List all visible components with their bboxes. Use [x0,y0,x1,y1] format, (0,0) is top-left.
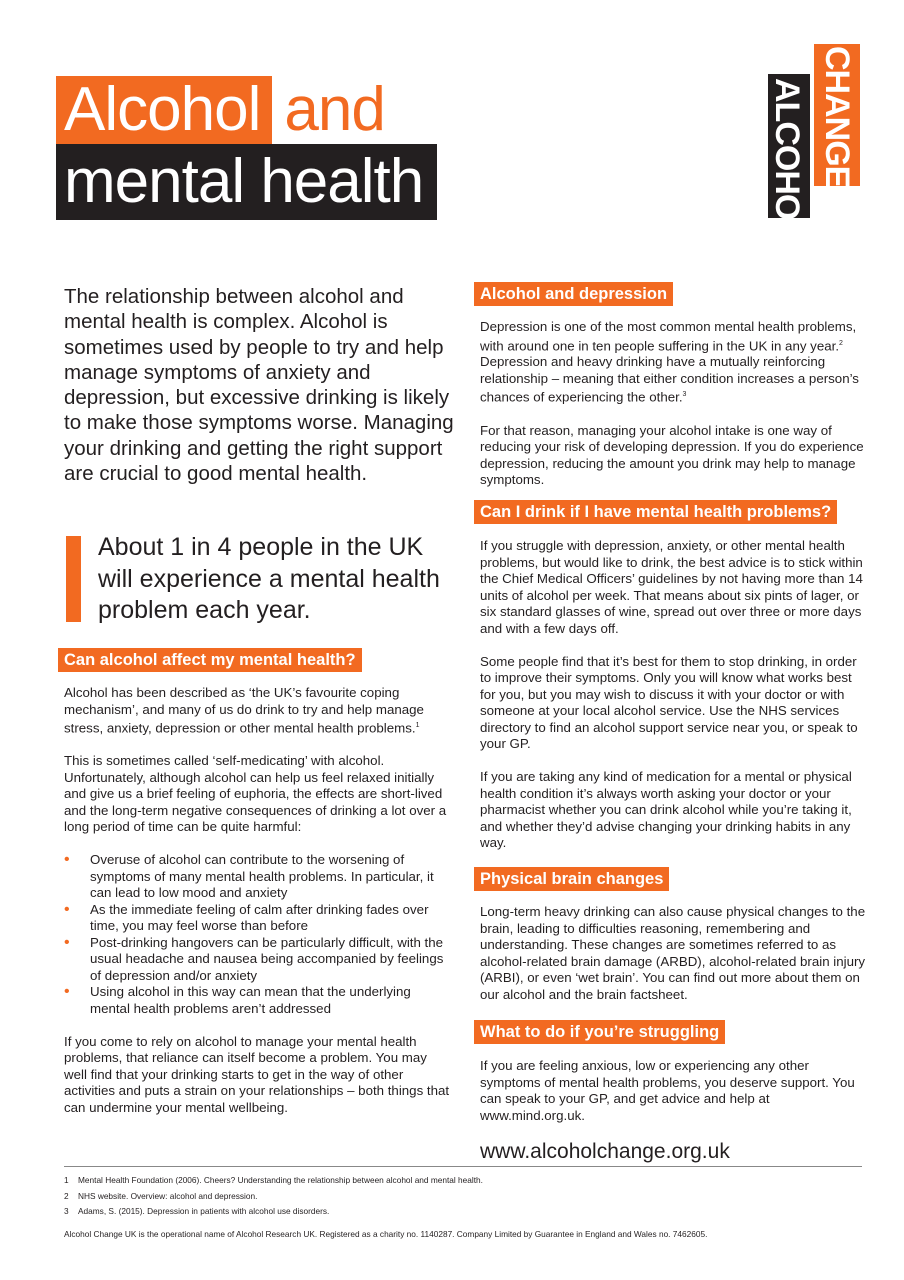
intro-column [64,284,456,486]
section-heading-physical-brain-changes: Physical brain changes [474,867,669,891]
footnote-number: 3 [64,1206,69,1216]
depression-paragraph-1 [480,319,866,406]
section-heading-can-alcohol-affect: Can alcohol affect my mental health? [58,648,362,672]
section-heading-what-to-do: What to do if you’re struggling [474,1020,725,1044]
footnote [64,1204,864,1220]
list-item: • Using alcohol in this way can mean that the underlying mental health problems aren’t addressed [64,984,450,1017]
depression-p1-text-b: Depression and heavy drinking have a mutually reinforcing relationship – meaning that either condition increases a person’s chances of experiencing the other. [480,354,859,405]
footnote-text: Mental Health Foundation (2006). Cheers? Understanding the relationship between alcohol and mental health. [78,1175,483,1185]
footnote-divider [64,1166,862,1167]
drink-paragraph-3: If you are taking any kind of medication for a mental or physical health condition it’s always worth asking your doctor or your pharmacist whether you can drink alcohol while you’re taking it, and whether they’d advise changing your drinking habits in any way. [480,769,852,850]
brain-section-body [474,904,866,1003]
footnote [64,1173,864,1189]
left-paragraph-1-text: Alcohol has been described as ‘the UK’s favourite coping mechanism’, and many of us do drink to try and help manage stress, anxiety, depression or other mental health problems. [64,685,424,736]
drink-section-body [474,538,866,852]
left-paragraph-3: If you come to rely on alcohol to manage your mental health problems, that reliance can itself become a problem. You may well find that your drinking starts to get in the way of other activities and puts a strain on your relationships – both things that can undermine your mental wellbeing. [64,1033,450,1115]
quote-bar [66,536,81,622]
intro-paragraph: The relationship between alcohol and mental health is complex. Alcohol is sometimes used by people to try and help manage symptoms of anxiety and depression, but excessive drinking is likely to make those symptoms worse. Managing your drinking and getting the right support are crucial to good mental health. [64,285,454,486]
footnote-number: 1 [64,1175,69,1185]
pull-quote [64,532,456,624]
depression-section-body [474,319,866,489]
left-paragraph-1 [64,685,450,737]
struggling-section-body [474,1058,866,1124]
left-section [58,648,450,1133]
footnote-text: NHS website. Overview: alcohol and depression. [78,1190,258,1201]
drink-paragraph-1: If you struggle with depression, anxiety, or other mental health problems, but would like to drink, the best advice is to stick within the Chief Medical Officers’ guidelines by not having more than 14 units of alcohol per week. That means about six pints of lager, or six standard glasses of wine, spread out over three or more days and with a few days off. [480,538,863,636]
footnote [64,1189,864,1205]
drink-paragraph-2: Some people find that it’s best for them to stop drinking, in order to improve their symptoms. Only you will know what works best for you, but you may wish to discuss it with your doctor or with someone at your local alcohol service. Use the NHS services directory to find an alcohol support service near you, or speak to your GP. [480,653,858,751]
logo-word-alcohol: ALCOHOL [768,78,806,240]
list-item: • Overuse of alcohol can contribute to the worsening of symptoms of many mental health problems. In particular, it can lead to low mood and anxiety [64,852,450,902]
brain-paragraph-1: Long-term heavy drinking can also cause physical changes to the brain, leading to difficulties reasoning, remembering and understanding. These changes are sometimes referred to as alcohol-related brain damage (ARBD), alcohol-related brain injury (ARBI), or even ‘wet brain’. You can find out more about them on our alcohol and the brain factsheet. [480,904,866,1002]
struggling-paragraph-1: If you are feeling anxious, low or experiencing any other symptoms of mental health problems, you deserve support. You can speak to your GP, and get advice and help at www.mind.org.uk. [480,1058,855,1123]
brain-section [474,867,866,1020]
list-item: • Post-drinking hangovers can be particularly difficult, with the usual headache and nausea being accompanied by feelings of depression and/or anxiety [64,935,450,985]
logo-uk-suffix: UK [839,187,856,208]
section-heading-alcohol-depression: Alcohol and depression [474,282,673,306]
footnote-ref-2: 2 [839,339,843,347]
right-column [474,282,866,505]
left-section-body [58,685,450,1116]
struggling-section [474,1020,866,1141]
title-word-and: and [284,75,385,144]
footnote-ref-1: 1 [415,722,420,729]
left-paragraph-2: This is sometimes called ‘self-medicating’ with alcohol. Unfortunately, although alcohol can help us feel relaxed initially and give us a brief feeling of euphoria, the effects are short-lived and the long-term negative consequences of drinking a lot over a long period of time can be quite harmful: [64,753,447,835]
website-link[interactable]: www.alcoholchange.org.uk [480,1140,730,1163]
section-heading-can-i-drink: Can I drink if I have mental health problems? [474,500,837,524]
footnote-number: 2 [64,1190,69,1201]
footnotes [64,1173,864,1220]
alcohol-change-uk-logo [768,44,862,240]
page-title [56,76,437,220]
depression-paragraph-2: For that reason, managing your alcohol intake is one way of reducing your risk of developing depression. If you do experience depression, reducing the amount you drink may help to manage symptoms. [480,422,864,488]
title-line-2: mental health [56,144,437,220]
footnote-text: Adams, S. (2015). Depression in patients with alcohol use disorders. [78,1206,330,1216]
logo-change-text: CHANGE [818,46,856,188]
legal-notice: Alcohol Change UK is the operational name of Alcohol Research UK. Registered as a charity no. 1140287. Company Limited by Guarantee in England and Wales no. 7462605. [64,1229,708,1239]
title-line-1 [56,76,437,144]
pull-quote-text: About 1 in 4 people in the UK will experience a mental health problem each year. [98,533,440,624]
title-highlight-word: Alcohol [56,76,272,144]
footnote-ref-3: 3 [682,391,687,399]
logo-word-change [817,46,856,207]
depression-p1-text-a: Depression is one of the most common mental health problems, with around one in ten people suffering in the UK in any year. [480,319,857,353]
drink-section [474,500,866,868]
harm-bullet-list [64,852,450,1017]
list-item: • As the immediate feeling of calm after drinking fades over time, you may feel worse than before [64,902,450,935]
